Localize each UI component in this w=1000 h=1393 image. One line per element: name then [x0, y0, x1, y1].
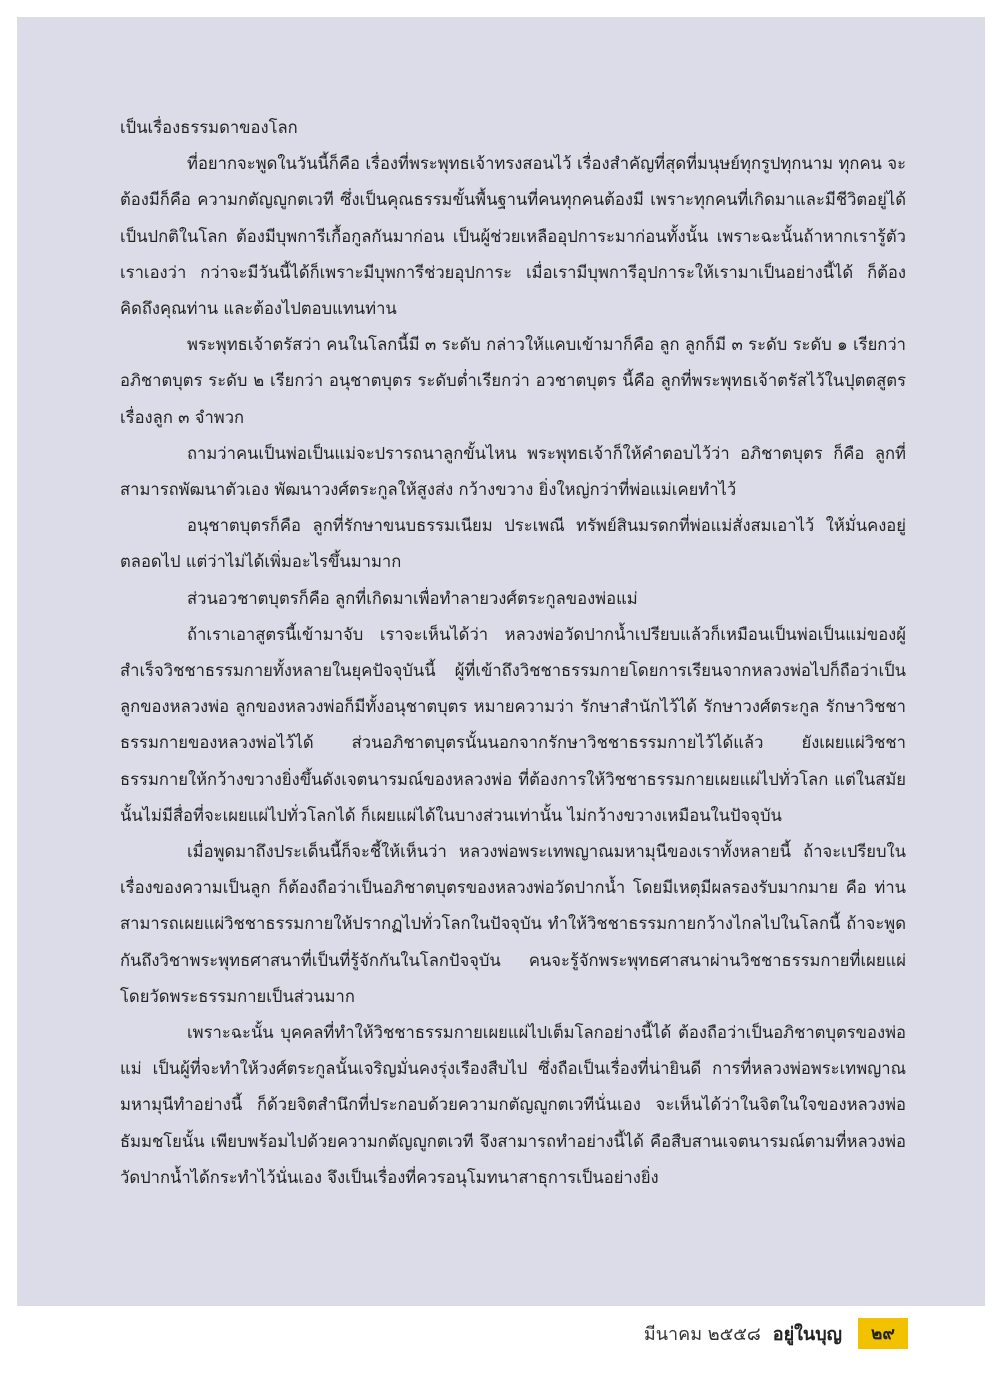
paragraph-7: ถ้าเราเอาสูตรนี้เข้ามาจับ เราจะเห็นได้ว่า หลวงพ่อวัดปากน้ำเปรียบแล้วก็เหมือนเป็นพ่อเป็นแม่ของผู้สำเร็จวิชชาธรรมกายทั้งหลายในยุคปัจจุบันนี้ ผู้ที่เข้าถึงวิชชาธรรมกายโดยการเรียนจากหลวงพ่อไปก็ถือว่าเป็นลูกของหลวงพ่อ ลูกของหลวงพ่อก็มีทั้งอนุชาตบุตร หมายความว่า รักษาสำนักไว้ได้ รักษาวงศ์ตระกูล รักษาวิชชาธรรมกายของหลวงพ่อไว้ได้ ส่วนอภิชาตบุตรนั้นนอกจากรักษาวิชชาธรรมกายไว้ได้แล้ว ยังเผยแผ่วิชชาธรรมกายให้กว้างขวางยิ่งขึ้นดังเจตนารมณ์ของหลวงพ่อ ที่ต้องการให้วิชชาธรรมกายเผยแผ่ไปทั่วโลก แต่ในสมัยนั้นไม่มีสื่อที่จะเผยแผ่ไปทั่วโลกได้ ก็เผยแผ่ได้ในบางส่วนเท่านั้น ไม่กว้างขวางเหมือนในปัจจุบัน [120, 624, 906, 825]
paragraph-3: พระพุทธเจ้าตรัสว่า คนในโลกนี้มี ๓ ระดับ กล่าวให้แคบเข้ามาก็คือ ลูก ลูกก็มี ๓ ระดับ ระดับ ๑ เรียกว่า อภิชาตบุตร ระดับ ๒ เรียกว่า อนุชาตบุตร ระดับต่ำเรียกว่า อวชาตบุตร นี้คือ ลูกที่พระพุทธเจ้าตรัสไว้ในปุตตสูตร เรื่องลูก ๓ จำพวก [120, 335, 906, 427]
paragraph-5: อนุชาตบุตรก็คือ ลูกที่รักษาขนบธรรมเนียม ประเพณี ทรัพย์สินมรดกที่พ่อแม่สั่งสมเอาไว้ ให้มั่นคงอยู่ตลอดไป แต่ว่าไม่ได้เพิ่มอะไรขึ้นมามาก [120, 516, 906, 572]
page-number-badge: ๒๙ [858, 1318, 908, 1349]
paragraph-1: เป็นเรื่องธรรมดาของโลก [120, 118, 298, 137]
paragraph-6: ส่วนอวชาตบุตรก็คือ ลูกที่เกิดมาเพื่อทำลายวงศ์ตระกูลของพ่อแม่ [187, 588, 638, 608]
issue-date: มีนาคม ๒๕๕๘ [643, 1323, 761, 1345]
article-body [120, 110, 906, 1196]
paragraph-8: เมื่อพูดมาถึงประเด็นนี้ก็จะชี้ให้เห็นว่า หลวงพ่อพระเทพญาณมหามุนีของเราทั้งหลายนี้ ถ้าจะเปรียบในเรื่องของความเป็นลูก ก็ต้องถือว่าเป็นอภิชาตบุตรของหลวงพ่อวัดปากน้ำ โดยมีเหตุมีผลรองรับมากมาย คือ ท่านสามารถเผยแผ่วิชชาธรรมกายให้ปรากฏไปทั่วโลกในปัจจุบัน ทำให้วิชชาธรรมกายกว้างไกลไปในโลกนี้ ถ้าจะพูดกันถึงวิชาพระพุทธศาสนาที่เป็นที่รู้จักกันในโลกปัจจุบัน คนจะรู้จักพระพุทธศาสนาผ่านวิชชาธรรมกายที่เผยแผ่โดยวัดพระธรรมกายเป็นส่วนมาก [120, 842, 906, 1006]
paragraph-2: ที่อยากจะพูดในวันนี้ก็คือ เรื่องที่พระพุทธเจ้าทรงสอนไว้ เรื่องสำคัญที่สุดที่มนุษย์ทุกรูปทุกนาม ทุกคน จะต้องมีก็คือ ความกตัญญูกตเวที ซึ่งเป็นคุณธรรมขั้นพื้นฐานที่คนทุกคนต้องมี เพราะทุกคนที่เกิดมาและมีชีวิตอยู่ได้เป็นปกติในโลก ต้องมีบุพการีเกื้อกูลกันมาก่อน เป็นผู้ช่วยเหลืออุปการะมาก่อนทั้งนั้น เพราะฉะนั้นถ้าหากเรารู้ตัวเราเองว่า กว่าจะมีวันนี้ได้ก็เพราะมีบุพการีช่วยอุปการะ เมื่อเรามีบุพการีอุปการะให้เรามาเป็นอย่างนี้ได้ ก็ต้องคิดถึงคุณท่าน และต้องไปตอบแทนท่าน [120, 154, 906, 319]
page-footer [644, 1318, 908, 1348]
paragraph-4: ถามว่าคนเป็นพ่อเป็นแม่จะปรารถนาลูกขั้นไหน พระพุทธเจ้าก็ให้คำตอบไว้ว่า อภิชาตบุตร ก็คือ ลูกที่สามารถพัฒนาตัวเอง พัฒนาวงศ์ตระกูลให้สูงส่ง กว้างขวาง ยิ่งใหญ่กว่าที่พ่อแม่เคยทำไว้ [120, 443, 906, 500]
magazine-title: อยู่ในบุญ [772, 1323, 842, 1345]
paragraph-9: เพราะฉะนั้น บุคคลที่ทำให้วิชชาธรรมกายเผยแผ่ไปเต็มโลกอย่างนี้ได้ ต้องถือว่าเป็นอภิชาตบุตรของพ่อแม่ เป็นผู้ที่จะทำให้วงศ์ตระกูลนั้นเจริญมั่นคงรุ่งเรืองสืบไป ซึ่งถือเป็นเรื่องที่น่ายินดี การที่หลวงพ่อพระเทพญาณมหามุนีทำอย่างนี้ ก็ด้วยจิตสำนึกที่ประกอบด้วยความกตัญญูกตเวทีนั่นเอง จะเห็นได้ว่าในจิตในใจของหลวงพ่อธัมมชโยนั้น เพียบพร้อมไปด้วยความกตัญญูกตเวที จึงสามารถทำอย่างนี้ได้ คือสืบสานเจตนารมณ์ตามที่หลวงพ่อวัดปากน้ำได้กระทำไว้นั่นเอง จึงเป็นเรื่องที่ควรอนุโมทนาสาธุการเป็นอย่างยิ่ง [120, 1023, 906, 1187]
